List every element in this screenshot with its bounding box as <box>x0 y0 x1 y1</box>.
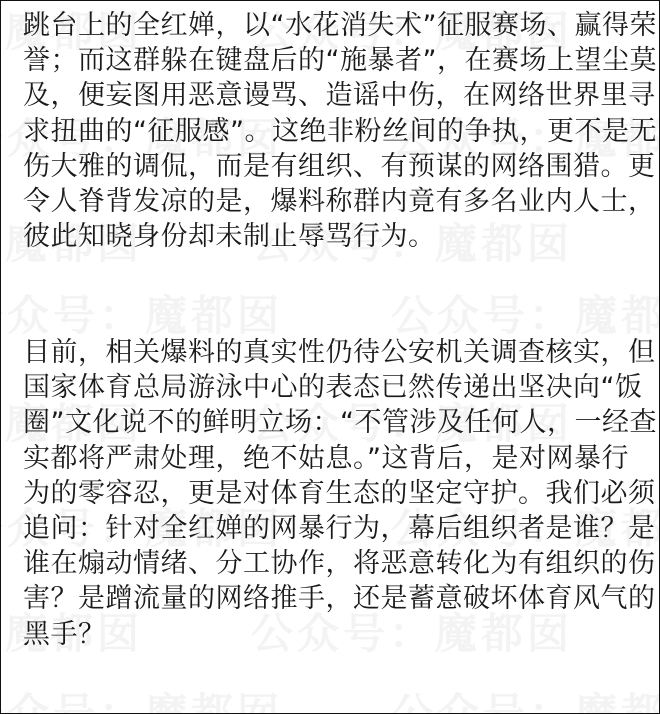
watermark <box>391 283 660 343</box>
text-line: 谁在煽动情绪、分工协作，将恶意转化为有组织的伤 <box>23 548 656 580</box>
text-line: 为的零容忍，更是对体育生态的坚定守护。我们必须 <box>23 477 656 509</box>
text-line: 追问：针对全红婵的网暴行为，幕后组织者是谁？是 <box>23 513 656 545</box>
watermark <box>0 681 283 714</box>
text-line: 伤大雅的调侃，而是有组织、有预谋的网络围猎。更 <box>23 150 656 182</box>
text-line: 目前，相关爆料的真实性仍待公安机关调查核实，但 <box>23 337 656 368</box>
text-line: 圈”文化说不的鲜明立场：“不管涉及任何人，一经查 <box>23 407 657 439</box>
text-line: 令人脊背发凉的是，爆料称群内竟有多名业内人士， <box>23 186 656 218</box>
text-line: 彼此知晓身份却未制止辱骂行为。 <box>23 221 436 253</box>
text-line: 跳台上的全红婵，以“水花消失术”征服赛场、赢得荣 <box>23 10 657 41</box>
text-line: 求扭曲的“征服感”。这绝非粉丝间的争执，更不是无 <box>23 115 657 147</box>
paragraph-1 <box>23 8 657 254</box>
text-line: 实都将严肃处理，绝不姑息。”这背后，是对网暴行 <box>23 442 629 474</box>
text-line: 害？是蹭流量的网络推手，还是蓄意破坏体育风气的 <box>23 583 656 615</box>
text-line: 誉；而这群躲在键盘后的“施暴者”，在赛场上望尘莫 <box>23 45 657 77</box>
watermark <box>391 681 660 714</box>
paragraph-2 <box>23 335 657 652</box>
text-line: 黑手？ <box>23 618 106 650</box>
watermark <box>0 283 283 343</box>
text-line: 国家体育总局游泳中心的表态已然传递出坚决向“饭 <box>23 372 643 404</box>
text-line: 及，便妄图用恶意谩骂、造谣中伤，在网络世界里寻 <box>23 80 656 112</box>
